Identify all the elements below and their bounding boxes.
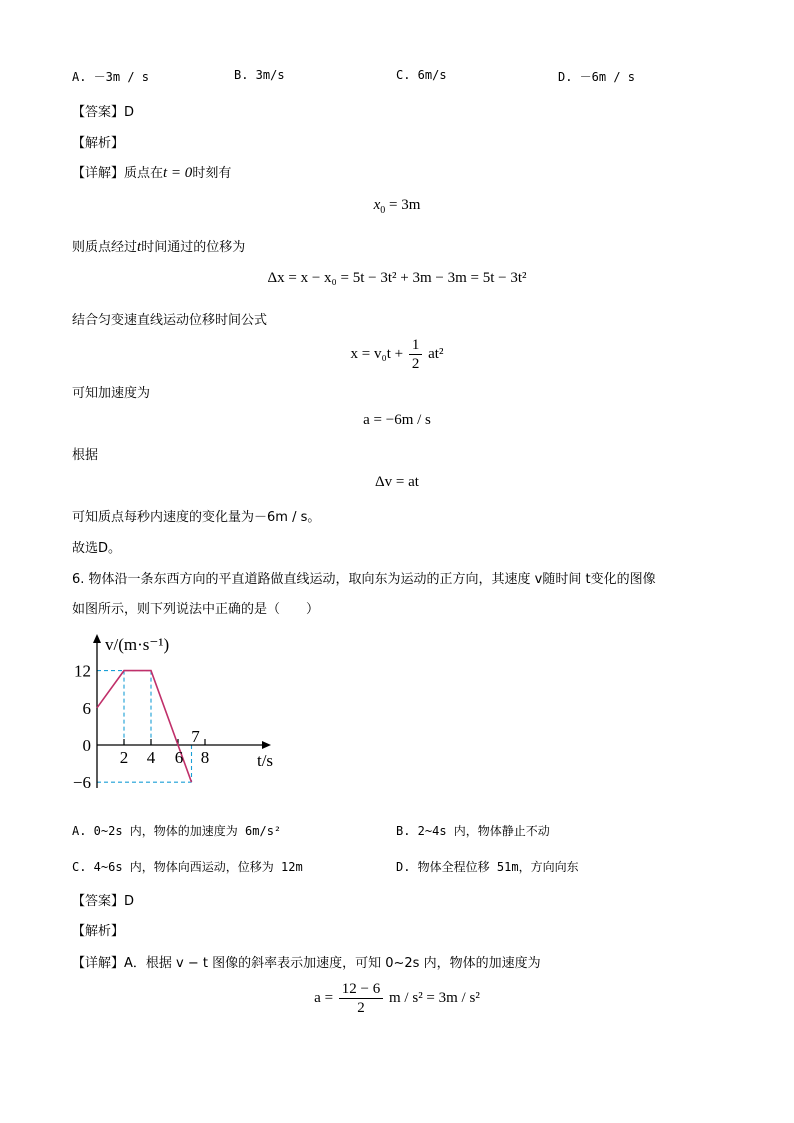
detail-line: [72, 162, 231, 182]
equation-acceleration: a = −6m / s: [363, 412, 431, 428]
fraction: $\frac{1}{2}$: [409, 336, 423, 373]
q6-answer-label: 【答案】D: [72, 894, 135, 909]
equation-delta-v: Δv = at: [375, 474, 419, 490]
y-tick-label: −6: [72, 773, 91, 793]
formula-intro: 结合匀变速直线运动位移时间公式: [72, 313, 268, 328]
q6-analysis-label: 【解析】: [72, 924, 125, 939]
detail-suffix: 时刻有: [192, 166, 232, 181]
x-tick-label: 7: [191, 727, 200, 746]
option-b: B. 3m/s: [234, 68, 285, 82]
equation-delta-x: Δx = x − x₀ = 5t − 3t² + 3m − 3m = 5t − 3t²: [267, 270, 527, 286]
displacement-intro: 则质点经过t时间通过的位移为: [72, 239, 246, 255]
q6-equation-acceleration: a = $\frac{12 - 6}{2}$ m / s² = 3m / s²: [314, 981, 480, 1016]
choice-line: 故选D。: [72, 541, 122, 556]
analysis-label: 【解析】: [72, 136, 125, 151]
option-d: D. －6m / s: [558, 70, 636, 84]
x-tick-label: 8: [200, 748, 210, 767]
vt-chart: [60, 628, 290, 798]
answer-label: 【答案】D: [72, 105, 135, 120]
chart-labels: [73, 635, 273, 792]
equation-x0: $x_0 = 3m$: [373, 197, 421, 216]
q6-option-b: B. 2~4s 内，物体静止不动: [396, 824, 550, 838]
question-6-stem-line2: 如图所示，则下列说法中正确的是（ ）: [72, 602, 320, 617]
q6-detail-line: 【详解】A．根据 v − t 图像的斜率表示加速度，可知 0~2s 内，物体的加速度为: [72, 956, 541, 971]
q6-option-d: D. 物体全程位移 51m，方向向东: [396, 860, 579, 874]
y-axis-label: v/(m·s⁻¹): [105, 635, 170, 654]
according-label: 根据: [72, 448, 99, 463]
equation-displacement: x = v₀t + $\frac{1}{2}$ at²: [350, 337, 444, 372]
option-a: A. －3m / s: [72, 70, 150, 84]
conclusion-line: 可知质点每秒内速度的变化量为－6m / s。: [72, 510, 321, 525]
y-tick-label: 12: [74, 661, 91, 681]
y-axis-arrow: [93, 634, 101, 643]
question-6-stem-line1: 6. 物体沿一条东西方向的平直道路做直线运动，取向东为运动的正方向，其速度 v随时间 t变化的图像: [72, 572, 656, 587]
y-tick-label: 0: [82, 736, 91, 755]
detail-math: t = 0: [163, 165, 193, 181]
option-c: C. 6m/s: [396, 68, 447, 82]
q6-option-a: A. 0~2s 内，物体的加速度为 6m/s²: [72, 824, 282, 838]
x-axis-arrow: [262, 741, 271, 749]
y-tick-label: 6: [82, 698, 91, 718]
acceleration-intro: 可知加速度为: [72, 386, 151, 401]
x-axis-label: t/s: [256, 751, 274, 770]
x-tick-label: 2: [119, 748, 129, 767]
q6-option-c: C. 4~6s 内，物体向西运动，位移为 12m: [72, 860, 303, 874]
x-tick-label: 4: [146, 748, 156, 767]
x-tick-label: 6: [174, 748, 184, 767]
q6-fraction: $\frac{12 - 6}{2}$: [339, 980, 383, 1017]
detail-prefix: 【详解】质点在: [72, 166, 164, 181]
